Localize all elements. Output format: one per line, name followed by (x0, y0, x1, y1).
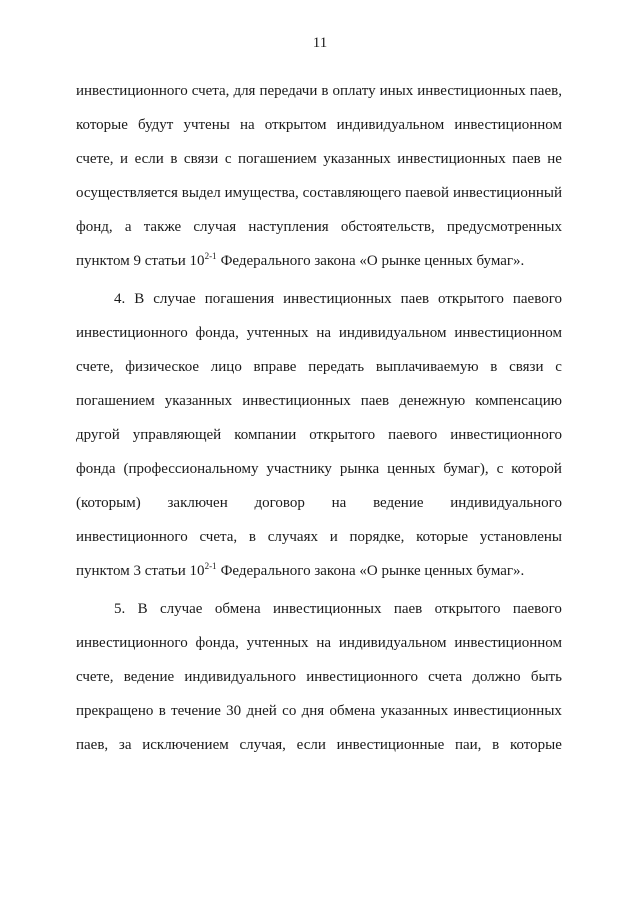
text-line: инвестиционного счета, в случаях и порядке, которые установлены (76, 529, 562, 545)
text-line: паев, за исключением случая, если инвестиционные паи, в которые (76, 737, 562, 753)
superscript: 2-1 (204, 561, 217, 571)
page-number: 11 (312, 35, 328, 51)
text-line: счете, ведение индивидуального инвестиционного счета должно быть (76, 669, 562, 685)
paragraph (76, 592, 562, 762)
text-line: прекращено в течение 30 дней со дня обмена указанных инвестиционных (76, 703, 562, 719)
text-line: осуществляется выдел имущества, составляющего паевой инвестиционный (76, 185, 562, 201)
superscript: 2-1 (204, 251, 217, 261)
text-line: (которым) заключен договор на ведение индивидуального (76, 495, 562, 511)
text-line: пунктом 3 статьи 10$^{2-1}$ Федерального закона «О рынке ценных бумаг». (76, 561, 525, 579)
text-line: инвестиционного фонда, учтенных на индивидуальном инвестиционном (76, 635, 562, 651)
text-line: погашением указанных инвестиционных паев денежную компенсацию (76, 393, 562, 409)
text-line: которые будут учтены на открытом индивидуальном инвестиционном (76, 117, 562, 133)
text-line: счете, физическое лицо вправе передать выплачиваемую в связи с (76, 359, 562, 375)
text-line: 4. В случае погашения инвестиционных паев открытого паевого (114, 291, 562, 307)
document-body (76, 74, 562, 762)
text-line: пунктом 9 статьи 10$^{2-1}$ Федерального закона «О рынке ценных бумаг». (76, 251, 525, 269)
text-line: счете, и если в связи с погашением указанных инвестиционных паев не (76, 151, 562, 167)
text-line: фонда (профессиональному участнику рынка ценных бумаг), с которой (76, 461, 562, 477)
paragraph (76, 74, 562, 278)
text-line: инвестиционного фонда, учтенных на индивидуальном инвестиционном (76, 325, 562, 341)
paragraph (76, 282, 562, 588)
text-line: другой управляющей компании открытого паевого инвестиционного (76, 427, 562, 443)
text-line: фонд, а также случая наступления обстоятельств, предусмотренных (76, 219, 562, 235)
text-line: 5. В случае обмена инвестиционных паев открытого паевого (114, 601, 562, 617)
text-line: инвестиционного счета, для передачи в оплату иных инвестиционных паев, (76, 83, 562, 99)
